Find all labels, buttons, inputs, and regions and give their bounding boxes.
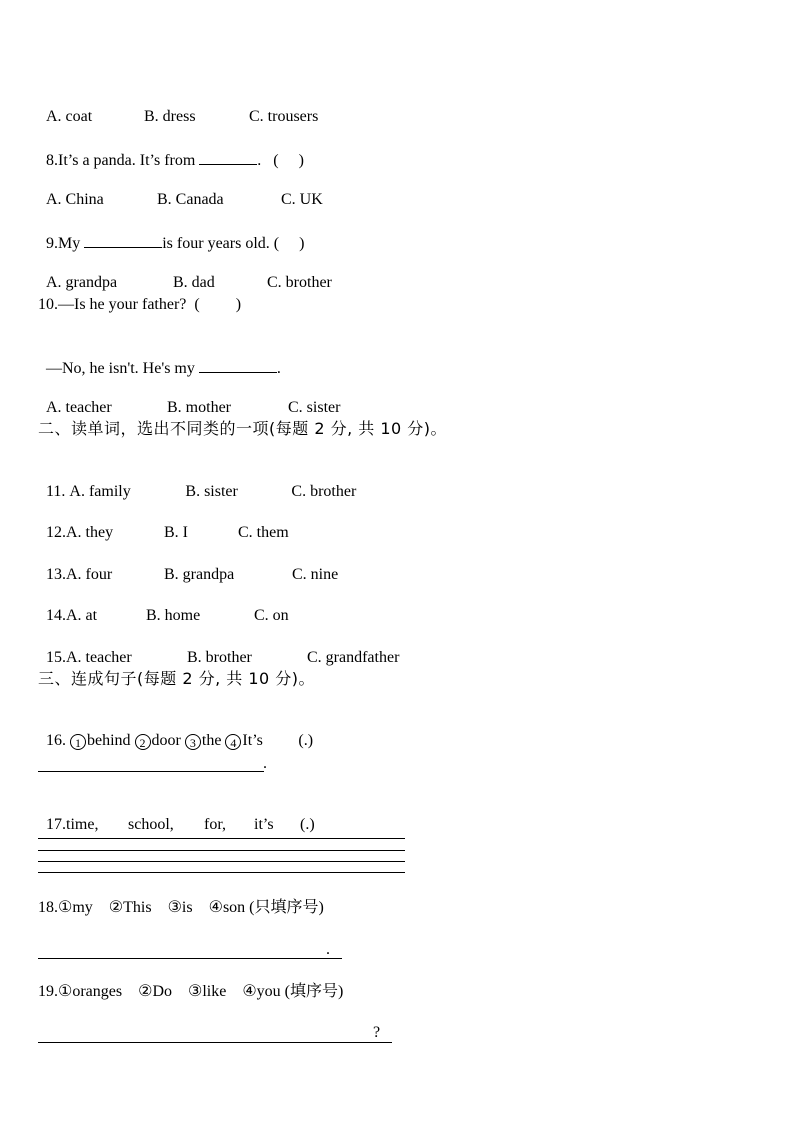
q12-option-a: A. they — [66, 524, 114, 541]
q13-option-b: B. grandpa — [164, 566, 235, 583]
q8-stem — [38, 129, 304, 169]
q16-word-4: It’s — [242, 732, 263, 749]
q11-row — [38, 462, 357, 500]
q18-row: 18.①my ②This ③is ④son (只填序号) — [38, 899, 324, 916]
q9-option-b: B. dad — [173, 274, 215, 291]
q7-option-c: C. trousers — [249, 108, 319, 125]
q7-options — [38, 87, 319, 125]
section3-heading: 三、连成句子(每题 2 分, 共 10 分)。 — [38, 669, 316, 688]
q16-word-2: door — [151, 732, 181, 749]
q10-blank[interactable] — [199, 357, 277, 373]
q17-answer-line-3[interactable] — [38, 861, 405, 862]
q19-answer-line[interactable] — [38, 1042, 392, 1043]
q10-option-a: A. teacher — [46, 399, 112, 416]
q16-word-1: behind — [87, 732, 131, 749]
q16-circle-1: 1 — [70, 734, 86, 750]
q17-punct: (.) — [300, 816, 315, 833]
q8-option-c: C. UK — [281, 191, 323, 208]
q15-row — [38, 628, 400, 666]
q13-row — [38, 545, 339, 583]
q9-option-c: C. brother — [267, 274, 332, 291]
q10-answer-prefix: —No, he isn't. He's my — [46, 360, 199, 377]
q12-label: 12. — [46, 524, 66, 541]
q16-answer-line[interactable] — [38, 771, 264, 772]
q11-option-b: B. sister — [185, 483, 238, 500]
q17-word-2: school, — [128, 816, 174, 833]
q15-option-b: B. brother — [187, 649, 252, 666]
q10-answer-suffix: . — [276, 360, 281, 377]
q12-row — [38, 503, 289, 541]
q16-circle-2: 2 — [135, 734, 151, 750]
q15-label: 15. — [46, 649, 66, 666]
q17-answer-line-1[interactable] — [38, 838, 405, 839]
q8-blank[interactable] — [199, 149, 257, 165]
q18-answer-line[interactable] — [38, 958, 342, 959]
q18-end-mark: . — [326, 941, 330, 958]
q13-label: 13. — [46, 566, 66, 583]
q13-option-c: C. nine — [292, 566, 339, 583]
q19-row: 19.①oranges ②Do ③like ④you (填序号) — [38, 983, 344, 1000]
q17-label: 17. — [46, 816, 66, 833]
q19-end-mark: ? — [373, 1024, 381, 1041]
q16-row — [38, 711, 314, 750]
q16-circle-3: 3 — [185, 734, 201, 750]
q12-option-c: C. them — [238, 524, 289, 541]
q13-option-a: A. four — [66, 566, 113, 583]
q12-option-b: B. I — [164, 524, 188, 541]
section2-heading: 二、读单词，选出不同类的一项(每题 2 分, 共 10 分)。 — [38, 419, 448, 438]
q8-options — [38, 170, 323, 208]
q17-word-4: it’s — [254, 816, 274, 833]
q7-option-a: A. coat — [46, 108, 93, 125]
q10-options — [38, 378, 341, 416]
q11-label: 11. — [46, 483, 70, 500]
q17-word-1: time, — [66, 816, 99, 833]
q16-end-mark: . — [263, 755, 267, 772]
q16-punct: (.) — [298, 732, 314, 749]
q8-option-a: A. China — [46, 191, 104, 208]
q14-label: 14. — [46, 607, 66, 624]
q10-question: 10.—Is he your father? ( ) — [38, 296, 242, 313]
q9-option-a: A. grandpa — [46, 274, 118, 291]
q10-option-b: B. mother — [167, 399, 231, 416]
q10-answer — [38, 337, 281, 377]
q11-option-c: C. brother — [291, 483, 357, 500]
q7-option-b: B. dress — [144, 108, 196, 125]
q16-circle-4: 4 — [225, 734, 241, 750]
q17-row — [38, 795, 315, 833]
q15-option-c: C. grandfather — [307, 649, 400, 666]
q14-option-b: B. home — [146, 607, 201, 624]
q14-option-c: C. on — [254, 607, 289, 624]
q16-label: 16. — [46, 732, 70, 749]
q9-suffix: is four years old. ( ) — [162, 235, 305, 252]
q11-option-a: A. family — [69, 483, 131, 500]
q16-word-3: the — [201, 732, 222, 749]
q14-row — [38, 586, 289, 624]
q9-stem — [38, 212, 305, 252]
q9-blank[interactable] — [84, 232, 162, 248]
q15-option-a: A. teacher — [66, 649, 132, 666]
q10-option-c: C. sister — [288, 399, 341, 416]
q9-prefix: 9.My — [46, 235, 85, 252]
q8-suffix: . ( ) — [257, 152, 304, 169]
q8-prefix: 8.It’s a panda. It’s from — [46, 152, 200, 169]
q17-label-word-1 — [46, 815, 128, 835]
q8-option-b: B. Canada — [157, 191, 224, 208]
q17-word-3: for, — [204, 816, 227, 833]
q17-answer-line-4[interactable] — [38, 872, 405, 873]
q14-option-a: A. at — [66, 607, 98, 624]
q17-answer-line-2[interactable] — [38, 850, 405, 851]
q9-options — [38, 253, 332, 291]
